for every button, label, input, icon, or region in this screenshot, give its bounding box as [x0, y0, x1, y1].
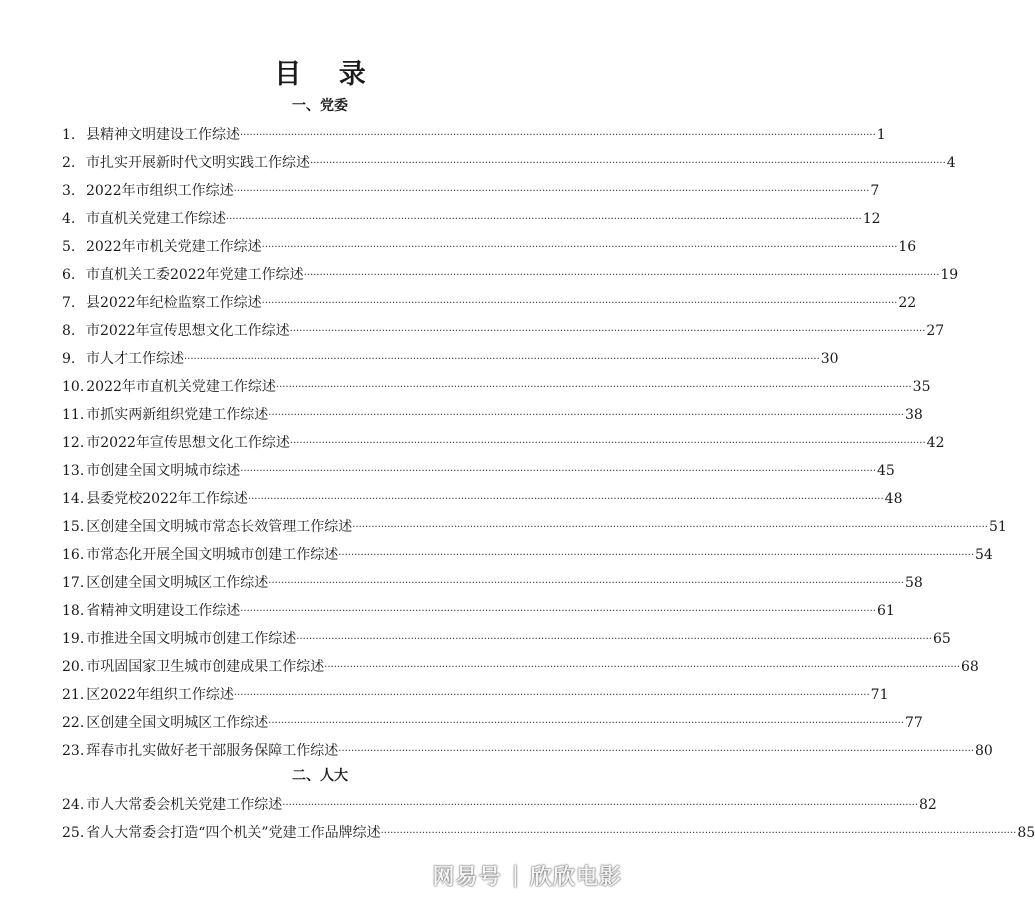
toc-entry-title: 区2022年组织工作综述	[86, 687, 234, 703]
toc-entry	[62, 596, 895, 624]
toc-entry-page: 82	[919, 797, 937, 813]
section-heading-party-committee: 一、党委	[292, 98, 348, 114]
toc-entry-number: 7.	[62, 295, 76, 311]
toc-entry-title: 县2022年纪检监察工作综述	[86, 295, 262, 311]
toc-dot-leader: ········································································································································································································	[261, 298, 898, 309]
toc-entry	[62, 680, 889, 708]
toc-entry-title: 市2022年宣传思想文化工作综述	[86, 435, 290, 451]
toc-dot-leader: ········································································································································································································	[240, 466, 877, 477]
toc-entry	[62, 624, 951, 652]
toc-entry-title: 县委党校2022年工作综述	[86, 491, 248, 507]
toc-entry-title: 市扎实开展新时代文明实践工作综述	[86, 155, 310, 171]
toc-entry-title: 省精神文明建设工作综述	[86, 603, 241, 619]
toc-entry-page: 22	[898, 295, 917, 311]
toc-entry-title: 区创建全国文明城市常态长效管理工作综述	[86, 519, 353, 535]
toc-entry-page: 1	[876, 127, 886, 143]
toc-entry	[62, 204, 881, 232]
toc-entry-page: 30	[820, 351, 839, 367]
toc-entry	[62, 568, 923, 596]
toc-entry-page: 4	[946, 155, 956, 171]
toc-entry-page: 42	[926, 435, 945, 451]
toc-entry-number: 3.	[62, 183, 76, 199]
page-title: 目 录	[274, 59, 380, 90]
toc-dot-leader: ········································································································································································································	[233, 186, 870, 197]
toc-dot-leader: ········································································································································································································	[240, 130, 876, 141]
watermark-author: 欣欣电影	[529, 865, 622, 890]
toc-entry-page: 7	[870, 183, 880, 199]
toc-entry-title: 2022年市直机关党建工作综述	[86, 379, 276, 395]
toc-entry-number: 18.	[62, 603, 85, 619]
toc-entry-title: 2022年市机关党建工作综述	[86, 239, 262, 255]
toc-entry-title: 县精神文明建设工作综述	[86, 127, 240, 143]
toc-entry	[62, 260, 959, 288]
toc-group-npc	[62, 790, 1035, 846]
toc-entry	[62, 400, 923, 428]
toc-entry-page: 68	[961, 659, 979, 675]
toc-dot-leader: ········································································································································································································	[352, 522, 989, 533]
toc-entry	[62, 818, 1035, 846]
toc-entry-number: 20.	[62, 659, 85, 675]
toc-entry-page: 27	[926, 323, 945, 339]
toc-entry-page: 38	[905, 407, 923, 423]
toc-entry	[62, 344, 839, 372]
toc-entry-number: 13.	[62, 463, 85, 479]
toc-entry-number: 6.	[62, 267, 76, 283]
toc-entry-title: 区创建全国文明城区工作综述	[86, 575, 269, 591]
toc-entry-page: 80	[975, 743, 993, 759]
toc-entry-page: 58	[905, 575, 923, 591]
toc-dot-leader: ········································································································································································································	[247, 494, 884, 505]
toc-entry	[62, 708, 923, 736]
toc-entry-page: 65	[933, 631, 951, 647]
toc-dot-leader: ········································································································································································································	[289, 326, 926, 337]
toc-entry-number: 23.	[62, 743, 85, 759]
toc-entry-title: 2022年市组织工作综述	[86, 183, 234, 199]
toc-entry-page: 85	[1017, 825, 1035, 841]
toc-dot-leader: ········································································································································································································	[303, 270, 940, 281]
toc-entry-title: 市人才工作综述	[86, 351, 184, 367]
toc-entry-page: 61	[877, 603, 895, 619]
toc-dot-leader: ········································································································································································································	[268, 718, 905, 729]
toc-dot-leader: ········································································································································································································	[296, 634, 933, 645]
toc-entry	[62, 288, 917, 316]
toc-entry-number: 4.	[62, 211, 76, 227]
toc-entry-title: 市人大常委会机关党建工作综述	[86, 797, 283, 813]
toc-entry-number: 8.	[62, 323, 76, 339]
toc-entry-number: 9.	[62, 351, 76, 367]
toc-entry	[62, 176, 880, 204]
toc-entry-title: 市直机关工委2022年党建工作综述	[86, 267, 304, 283]
toc-entry-page: 45	[877, 463, 895, 479]
toc-entry	[62, 428, 945, 456]
toc-entry-page: 19	[940, 267, 959, 283]
toc-dot-leader: ········································································································································································································	[380, 828, 1017, 839]
toc-entry-number: 5.	[62, 239, 76, 255]
toc-entry-number: 14.	[62, 491, 85, 507]
watermark	[433, 860, 622, 891]
toc-entry-title: 市创建全国文明城市综述	[86, 463, 241, 479]
toc-entry-number: 19.	[62, 631, 85, 647]
toc-entry-title: 市巩固国家卫生城市创建成果工作综述	[86, 659, 325, 675]
toc-entry-number: 15.	[62, 519, 85, 535]
toc-entry-number: 10.	[62, 379, 85, 395]
toc-entry-page: 51	[989, 519, 1007, 535]
toc-entry	[62, 232, 917, 260]
toc-entry-page: 54	[975, 547, 993, 563]
toc-dot-leader: ········································································································································································································	[338, 550, 975, 561]
toc-entry	[62, 316, 945, 344]
toc-entry-number: 22.	[62, 715, 85, 731]
toc-entry	[62, 652, 979, 680]
watermark-source: 网易号	[432, 865, 502, 890]
section-heading-npc: 二、人大	[292, 768, 348, 784]
toc-entry-title: 市抓实两新组织党建工作综述	[86, 407, 269, 423]
toc-entry-title: 珲春市扎实做好老干部服务保障工作综述	[86, 743, 339, 759]
toc-dot-leader: ········································································································································································································	[275, 382, 912, 393]
toc-entry-number: 21.	[62, 687, 85, 703]
toc-entry-title: 市推进全国文明城市创建工作综述	[86, 631, 297, 647]
toc-group-party-committee	[62, 120, 1007, 764]
toc-entry-title: 市常态化开展全国文明城市创建工作综述	[86, 547, 339, 563]
toc-entry	[62, 790, 937, 818]
toc-entry-number: 12.	[62, 435, 85, 451]
toc-entry	[62, 736, 993, 764]
toc-entry-page: 48	[884, 491, 903, 507]
toc-dot-leader: ········································································································································································································	[184, 354, 820, 365]
toc-dot-leader: ········································································································································································································	[268, 410, 905, 421]
toc-entry-number: 25.	[62, 825, 85, 841]
toc-dot-leader: ········································································································································································································	[240, 606, 877, 617]
toc-dot-leader: ········································································································································································································	[261, 242, 898, 253]
toc-entry-page: 35	[912, 379, 931, 395]
toc-dot-leader: ········································································································································································································	[233, 690, 870, 701]
toc-entry-title: 市直机关党建工作综述	[86, 211, 226, 227]
toc-entry	[62, 540, 993, 568]
toc-dot-leader: ········································································································································································································	[282, 800, 919, 811]
toc-entry	[62, 148, 956, 176]
toc-entry	[62, 512, 1007, 540]
toc-entry-page: 71	[870, 687, 889, 703]
watermark-separator: |	[511, 863, 520, 888]
toc-entry-page: 16	[898, 239, 917, 255]
toc-entry-number: 24.	[62, 797, 85, 813]
toc-dot-leader: ········································································································································································································	[324, 662, 961, 673]
toc-entry-number: 2.	[62, 155, 76, 171]
toc-dot-leader: ········································································································································································································	[268, 578, 905, 589]
toc-entry-title: 市2022年宣传思想文化工作综述	[86, 323, 290, 339]
toc-entry	[62, 372, 931, 400]
toc-entry	[62, 120, 886, 148]
toc-dot-leader: ········································································································································································································	[310, 158, 946, 169]
toc-dot-leader: ········································································································································································································	[338, 746, 975, 757]
toc-dot-leader: ········································································································································································································	[226, 214, 862, 225]
toc-entry-number: 1.	[62, 127, 76, 143]
toc-dot-leader: ········································································································································································································	[289, 438, 926, 449]
toc-entry-title: 区创建全国文明城区工作综述	[86, 715, 269, 731]
toc-entry-page: 77	[905, 715, 923, 731]
toc-entry-number: 16.	[62, 547, 85, 563]
toc-entry	[62, 484, 903, 512]
toc-entry-page: 12	[862, 211, 881, 227]
toc-entry-number: 17.	[62, 575, 85, 591]
toc-entry	[62, 456, 895, 484]
toc-entry-number: 11.	[62, 407, 85, 423]
toc-entry-title: 省人大常委会打造“四个机关”党建工作品牌综述	[86, 825, 381, 841]
